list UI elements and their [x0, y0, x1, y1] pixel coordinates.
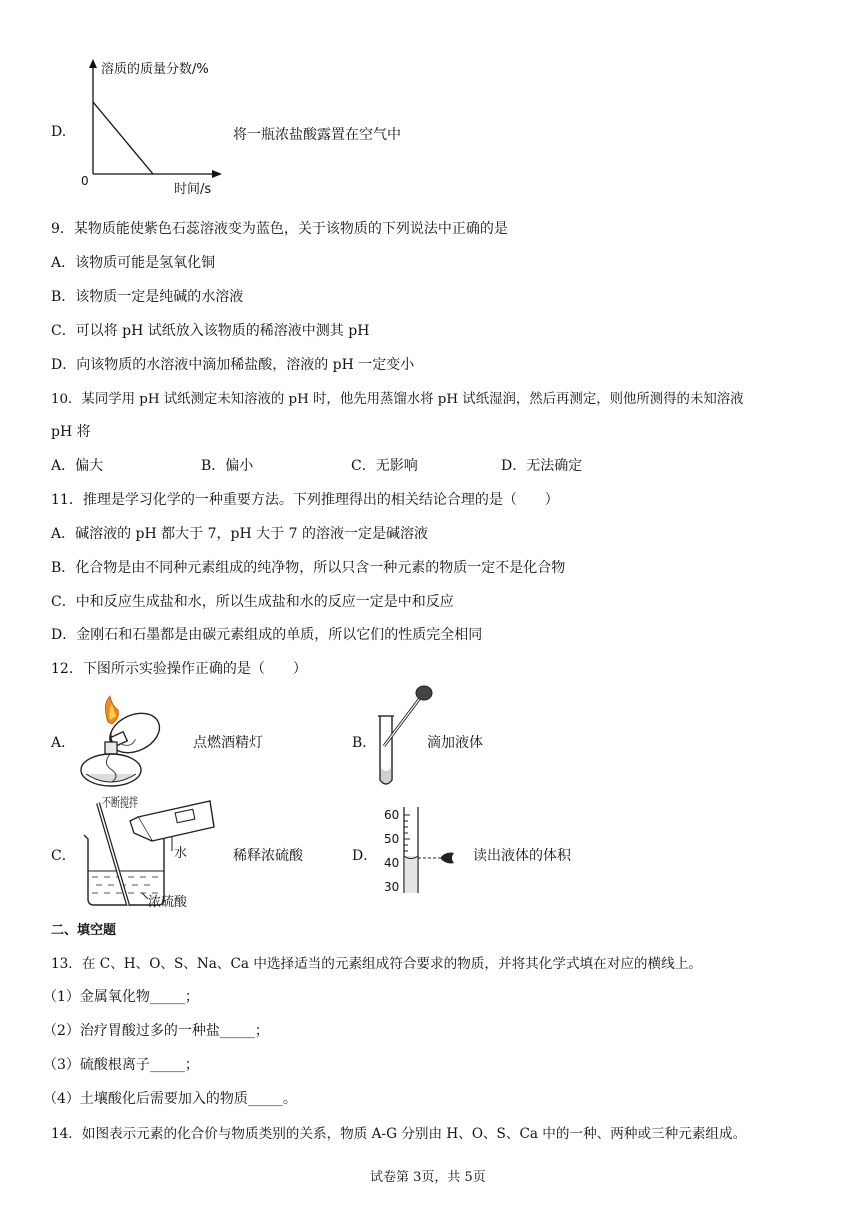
q11-stem: 11．推理是学习化学的一种重要方法。下列推理得出的相关结论合理的是（ ） — [51, 492, 559, 508]
label-acid: 浓硫酸 — [148, 895, 188, 910]
q12-stem: 12．下图所示实验操作正确的是（ ） — [51, 661, 307, 677]
q9-option-a: A．该物质可能是氢氧化铜 — [51, 255, 216, 271]
q13-item-4: （4）土壤酸化后需要加入的物质_____。 — [43, 1091, 297, 1107]
q8d-label: D. — [51, 124, 67, 140]
section-title-fill-in: 二、填空题 — [51, 923, 117, 938]
q11-option-d: D．金刚石和石墨都是由碳元素组成的单质，所以它们的性质完全相同 — [51, 627, 483, 643]
y-axis-arrow — [89, 59, 97, 68]
q12-b-caption: 滴加液体 — [427, 735, 483, 751]
q12-d-caption: 读出液体的体积 — [473, 848, 571, 864]
label-water: 水 — [174, 846, 188, 861]
q13-item-2: （2）治疗胃酸过多的一种盐_____； — [43, 1023, 269, 1039]
tick-40: 40 — [384, 856, 400, 870]
q9-option-d: D．向该物质的水溶液中滴加稀盐酸，溶液的 pH 一定变小 — [51, 357, 415, 373]
q12-d-label: D． — [352, 848, 378, 864]
q11-option-a: A．碱溶液的 pH 都大于 7，pH 大于 7 的溶液一定是碱溶液 — [51, 526, 428, 542]
q10-option-c: C．无影响 — [351, 458, 418, 474]
origin-label: 0 — [81, 174, 89, 188]
q10-option-a: A．偏大 — [51, 458, 104, 474]
q12-a-figure-alcohol-lamps — [72, 692, 172, 792]
q11-option-c: C．中和反应生成盐和水，所以生成盐和水的反应一定是中和反应 — [51, 594, 454, 610]
q12-b-label: B． — [352, 735, 377, 751]
q10-stem-line1: 10．某同学用 pH 试纸测定未知溶液的 pH 时，他先用蒸馏水将 pH 试纸湿润，然后再测定，则他所测得的未知溶液 — [51, 392, 744, 407]
q14-stem: 14．如图表示元素的化合价与物质类别的关系，物质 A-G 分别由 H、O、S、Ca 中的一种、两种或三种元素组成。 — [51, 1126, 747, 1142]
q13-item-3: （3）硫酸根离子_____； — [43, 1057, 199, 1073]
q8d-chart — [72, 56, 232, 198]
eye-icon — [440, 853, 454, 864]
q10-option-b: B．偏小 — [201, 458, 254, 474]
q12-c-caption: 稀释浓硫酸 — [233, 848, 303, 864]
q12-c-label: C． — [51, 848, 76, 864]
q13-stem: 13．在 C、H、O、S、Na、Ca 中选择适当的元素组成符合要求的物质，并将其化学式填在对应的横线上。 — [51, 956, 702, 972]
tick-30: 30 — [384, 880, 400, 894]
data-line — [93, 102, 153, 174]
x-axis-label: 时间/s — [174, 182, 212, 197]
q12-d-figure-cylinder — [380, 803, 460, 895]
q8d-text: 将一瓶浓盐酸露置在空气中 — [233, 127, 401, 143]
tick-60: 60 — [384, 808, 400, 822]
q12-c-figure-dilution — [76, 793, 226, 911]
q13-item-1: （1）金属氧化物_____； — [43, 989, 199, 1005]
q9-stem: 9．某物质能使紫色石蕊溶液变为蓝色，关于该物质的下列说法中正确的是 — [51, 221, 508, 237]
q10-stem-line2: pH 将 — [51, 424, 91, 440]
y-axis-label: 溶质的质量分数/% — [101, 62, 209, 77]
q10-option-d: D．无法确定 — [501, 458, 583, 474]
tick-50: 50 — [384, 832, 400, 846]
q11-option-b: B．化合物是由不同种元素组成的纯净物，所以只含一种元素的物质一定不是化合物 — [51, 560, 566, 576]
x-axis-arrow — [212, 170, 222, 178]
q9-option-c: C．可以将 pH 试纸放入该物质的稀溶液中测其 pH — [51, 323, 370, 339]
page-footer: 试卷第 3页，共 5页 — [370, 1170, 486, 1185]
q9-option-b: B．该物质一定是纯碱的水溶液 — [51, 289, 244, 305]
q12-a-label: A． — [51, 735, 76, 751]
label-stir: 不断搅拌 — [102, 796, 155, 811]
q12-a-caption: 点燃酒精灯 — [193, 735, 263, 751]
